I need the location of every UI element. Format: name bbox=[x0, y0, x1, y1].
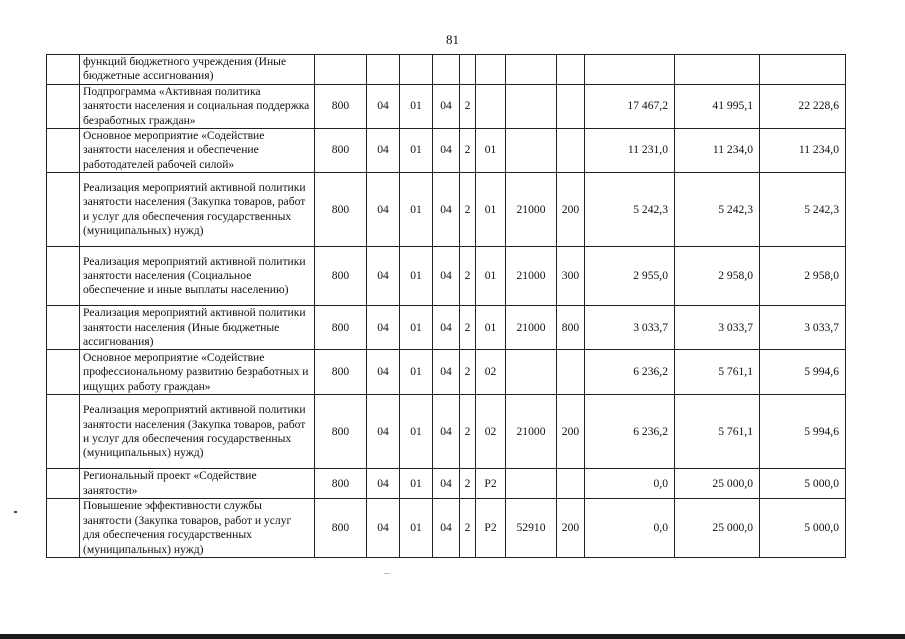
subsection-cell: 01 bbox=[400, 129, 433, 173]
event-cell: 02 bbox=[476, 395, 506, 469]
subprogram-cell: 2 bbox=[460, 173, 476, 247]
subsection-cell: 01 bbox=[400, 247, 433, 306]
amount-year-3-cell: 2 958,0 bbox=[760, 247, 846, 306]
row-number-cell bbox=[47, 55, 80, 85]
direction-cell bbox=[506, 469, 557, 499]
scan-speck bbox=[14, 511, 17, 513]
amount-year-1-cell: 2 955,0 bbox=[585, 247, 675, 306]
section-cell: 04 bbox=[367, 469, 400, 499]
subprogram-cell: 2 bbox=[460, 306, 476, 350]
table-row bbox=[47, 469, 846, 499]
department-code-cell: 800 bbox=[315, 129, 367, 173]
department-code-cell: 800 bbox=[315, 247, 367, 306]
section-cell bbox=[367, 55, 400, 85]
direction-cell: 21000 bbox=[506, 247, 557, 306]
direction-cell bbox=[506, 84, 557, 128]
subsection-cell: 01 bbox=[400, 469, 433, 499]
direction-cell bbox=[506, 350, 557, 395]
direction-cell: 52910 bbox=[506, 499, 557, 558]
amount-year-1-cell: 3 033,7 bbox=[585, 306, 675, 350]
event-cell: 01 bbox=[476, 306, 506, 350]
event-cell: 02 bbox=[476, 350, 506, 395]
amount-year-2-cell: 41 995,1 bbox=[675, 84, 760, 128]
table-row bbox=[47, 350, 846, 395]
direction-cell bbox=[506, 129, 557, 173]
table-row bbox=[47, 247, 846, 306]
event-cell bbox=[476, 84, 506, 128]
subprogram-cell: 2 bbox=[460, 350, 476, 395]
table-row bbox=[47, 306, 846, 350]
expense-type-cell: 200 bbox=[557, 499, 585, 558]
amount-year-1-cell: 6 236,2 bbox=[585, 395, 675, 469]
subsection-cell: 01 bbox=[400, 499, 433, 558]
amount-year-2-cell: 5 242,3 bbox=[675, 173, 760, 247]
section-cell: 04 bbox=[367, 247, 400, 306]
amount-year-1-cell: 0,0 bbox=[585, 469, 675, 499]
table-row bbox=[47, 55, 846, 85]
section-cell: 04 bbox=[367, 173, 400, 247]
expense-type-cell bbox=[557, 129, 585, 173]
amount-year-1-cell bbox=[585, 55, 675, 85]
item-name-cell: Реализация мероприятий активной политики занятости населения (Закупка товаров, работ и услуг для обеспечения государственных (муниципальных) нужд) bbox=[80, 173, 315, 247]
table-row bbox=[47, 129, 846, 173]
row-number-cell bbox=[47, 350, 80, 395]
subprogram-cell bbox=[460, 55, 476, 85]
item-name-cell: Повышение эффективности службы занятости (Закупка товаров, работ и услуг для обеспечения государственных (муниципальных) нужд) bbox=[80, 499, 315, 558]
direction-cell: 21000 bbox=[506, 306, 557, 350]
amount-year-1-cell: 11 231,0 bbox=[585, 129, 675, 173]
direction-cell bbox=[506, 55, 557, 85]
item-name-cell: Основное мероприятие «Содействие профессиональному развитию безработных и ищущих работу граждан» bbox=[80, 350, 315, 395]
direction-cell: 21000 bbox=[506, 173, 557, 247]
amount-year-3-cell: 3 033,7 bbox=[760, 306, 846, 350]
subsection-cell: 01 bbox=[400, 84, 433, 128]
section-cell: 04 bbox=[367, 84, 400, 128]
section-cell: 04 bbox=[367, 350, 400, 395]
event-cell: 01 bbox=[476, 247, 506, 306]
row-number-cell bbox=[47, 499, 80, 558]
subprogram-cell: 2 bbox=[460, 469, 476, 499]
amount-year-3-cell: 5 994,6 bbox=[760, 350, 846, 395]
program-cell: 04 bbox=[433, 247, 460, 306]
amount-year-2-cell: 2 958,0 bbox=[675, 247, 760, 306]
subprogram-cell: 2 bbox=[460, 499, 476, 558]
department-code-cell: 800 bbox=[315, 350, 367, 395]
row-number-cell bbox=[47, 129, 80, 173]
amount-year-3-cell bbox=[760, 55, 846, 85]
department-code-cell: 800 bbox=[315, 469, 367, 499]
amount-year-2-cell: 3 033,7 bbox=[675, 306, 760, 350]
row-number-cell bbox=[47, 469, 80, 499]
expense-type-cell bbox=[557, 84, 585, 128]
budget-table bbox=[46, 54, 846, 558]
department-code-cell bbox=[315, 55, 367, 85]
table-row bbox=[47, 499, 846, 558]
department-code-cell: 800 bbox=[315, 306, 367, 350]
item-name-cell: Реализация мероприятий активной политики занятости населения (Иные бюджетные ассигнования) bbox=[80, 306, 315, 350]
expense-type-cell: 300 bbox=[557, 247, 585, 306]
program-cell: 04 bbox=[433, 129, 460, 173]
program-cell: 04 bbox=[433, 173, 460, 247]
program-cell: 04 bbox=[433, 84, 460, 128]
table-body bbox=[47, 55, 846, 558]
subprogram-cell: 2 bbox=[460, 84, 476, 128]
row-number-cell bbox=[47, 84, 80, 128]
event-cell: 01 bbox=[476, 129, 506, 173]
department-code-cell: 800 bbox=[315, 84, 367, 128]
item-name-cell: Реализация мероприятий активной политики занятости населения (Закупка товаров, работ и услуг для обеспечения государственных (муниципальных) нужд) bbox=[80, 395, 315, 469]
table-row bbox=[47, 84, 846, 128]
amount-year-2-cell: 11 234,0 bbox=[675, 129, 760, 173]
scan-bottom-edge bbox=[0, 634, 905, 639]
expense-type-cell: 200 bbox=[557, 173, 585, 247]
amount-year-3-cell: 22 228,6 bbox=[760, 84, 846, 128]
amount-year-1-cell: 17 467,2 bbox=[585, 84, 675, 128]
amount-year-2-cell: 25 000,0 bbox=[675, 499, 760, 558]
row-number-cell bbox=[47, 306, 80, 350]
expense-type-cell: 800 bbox=[557, 306, 585, 350]
section-cell: 04 bbox=[367, 306, 400, 350]
amount-year-3-cell: 5 000,0 bbox=[760, 469, 846, 499]
subsection-cell: 01 bbox=[400, 350, 433, 395]
row-number-cell bbox=[47, 173, 80, 247]
event-cell: P2 bbox=[476, 469, 506, 499]
amount-year-2-cell bbox=[675, 55, 760, 85]
direction-cell: 21000 bbox=[506, 395, 557, 469]
department-code-cell: 800 bbox=[315, 499, 367, 558]
amount-year-3-cell: 5 242,3 bbox=[760, 173, 846, 247]
amount-year-2-cell: 25 000,0 bbox=[675, 469, 760, 499]
expense-type-cell bbox=[557, 350, 585, 395]
amount-year-2-cell: 5 761,1 bbox=[675, 350, 760, 395]
row-number-cell bbox=[47, 247, 80, 306]
subprogram-cell: 2 bbox=[460, 247, 476, 306]
item-name-cell: Подпрограмма «Активная политика занятости населения и социальная поддержка безработных граждан» bbox=[80, 84, 315, 128]
program-cell: 04 bbox=[433, 469, 460, 499]
expense-type-cell bbox=[557, 469, 585, 499]
item-name-cell: Региональный проект «Содействие занятости» bbox=[80, 469, 315, 499]
scan-speck bbox=[384, 573, 390, 574]
program-cell: 04 bbox=[433, 499, 460, 558]
subprogram-cell: 2 bbox=[460, 129, 476, 173]
table-row bbox=[47, 395, 846, 469]
amount-year-1-cell: 6 236,2 bbox=[585, 350, 675, 395]
section-cell: 04 bbox=[367, 499, 400, 558]
subprogram-cell: 2 bbox=[460, 395, 476, 469]
program-cell: 04 bbox=[433, 306, 460, 350]
program-cell: 04 bbox=[433, 395, 460, 469]
program-cell bbox=[433, 55, 460, 85]
amount-year-1-cell: 5 242,3 bbox=[585, 173, 675, 247]
page-number: 81 bbox=[446, 32, 459, 47]
program-cell: 04 bbox=[433, 350, 460, 395]
amount-year-3-cell: 11 234,0 bbox=[760, 129, 846, 173]
item-name-cell: Основное мероприятие «Содействие занятости населения и обеспечение работодателей рабочей силой» bbox=[80, 129, 315, 173]
subsection-cell: 01 bbox=[400, 395, 433, 469]
section-cell: 04 bbox=[367, 395, 400, 469]
subsection-cell: 01 bbox=[400, 173, 433, 247]
expense-type-cell bbox=[557, 55, 585, 85]
row-number-cell bbox=[47, 395, 80, 469]
event-cell: P2 bbox=[476, 499, 506, 558]
table-row bbox=[47, 173, 846, 247]
department-code-cell: 800 bbox=[315, 173, 367, 247]
amount-year-3-cell: 5 994,6 bbox=[760, 395, 846, 469]
section-cell: 04 bbox=[367, 129, 400, 173]
expense-type-cell: 200 bbox=[557, 395, 585, 469]
amount-year-1-cell: 0,0 bbox=[585, 499, 675, 558]
amount-year-3-cell: 5 000,0 bbox=[760, 499, 846, 558]
item-name-cell: Реализация мероприятий активной политики занятости населения (Социальное обеспечение и иные выплаты населению) bbox=[80, 247, 315, 306]
subsection-cell bbox=[400, 55, 433, 85]
amount-year-2-cell: 5 761,1 bbox=[675, 395, 760, 469]
item-name-cell: функций бюджетного учреждения (Иные бюджетные ассигнования) bbox=[80, 55, 315, 85]
department-code-cell: 800 bbox=[315, 395, 367, 469]
event-cell: 01 bbox=[476, 173, 506, 247]
event-cell bbox=[476, 55, 506, 85]
subsection-cell: 01 bbox=[400, 306, 433, 350]
